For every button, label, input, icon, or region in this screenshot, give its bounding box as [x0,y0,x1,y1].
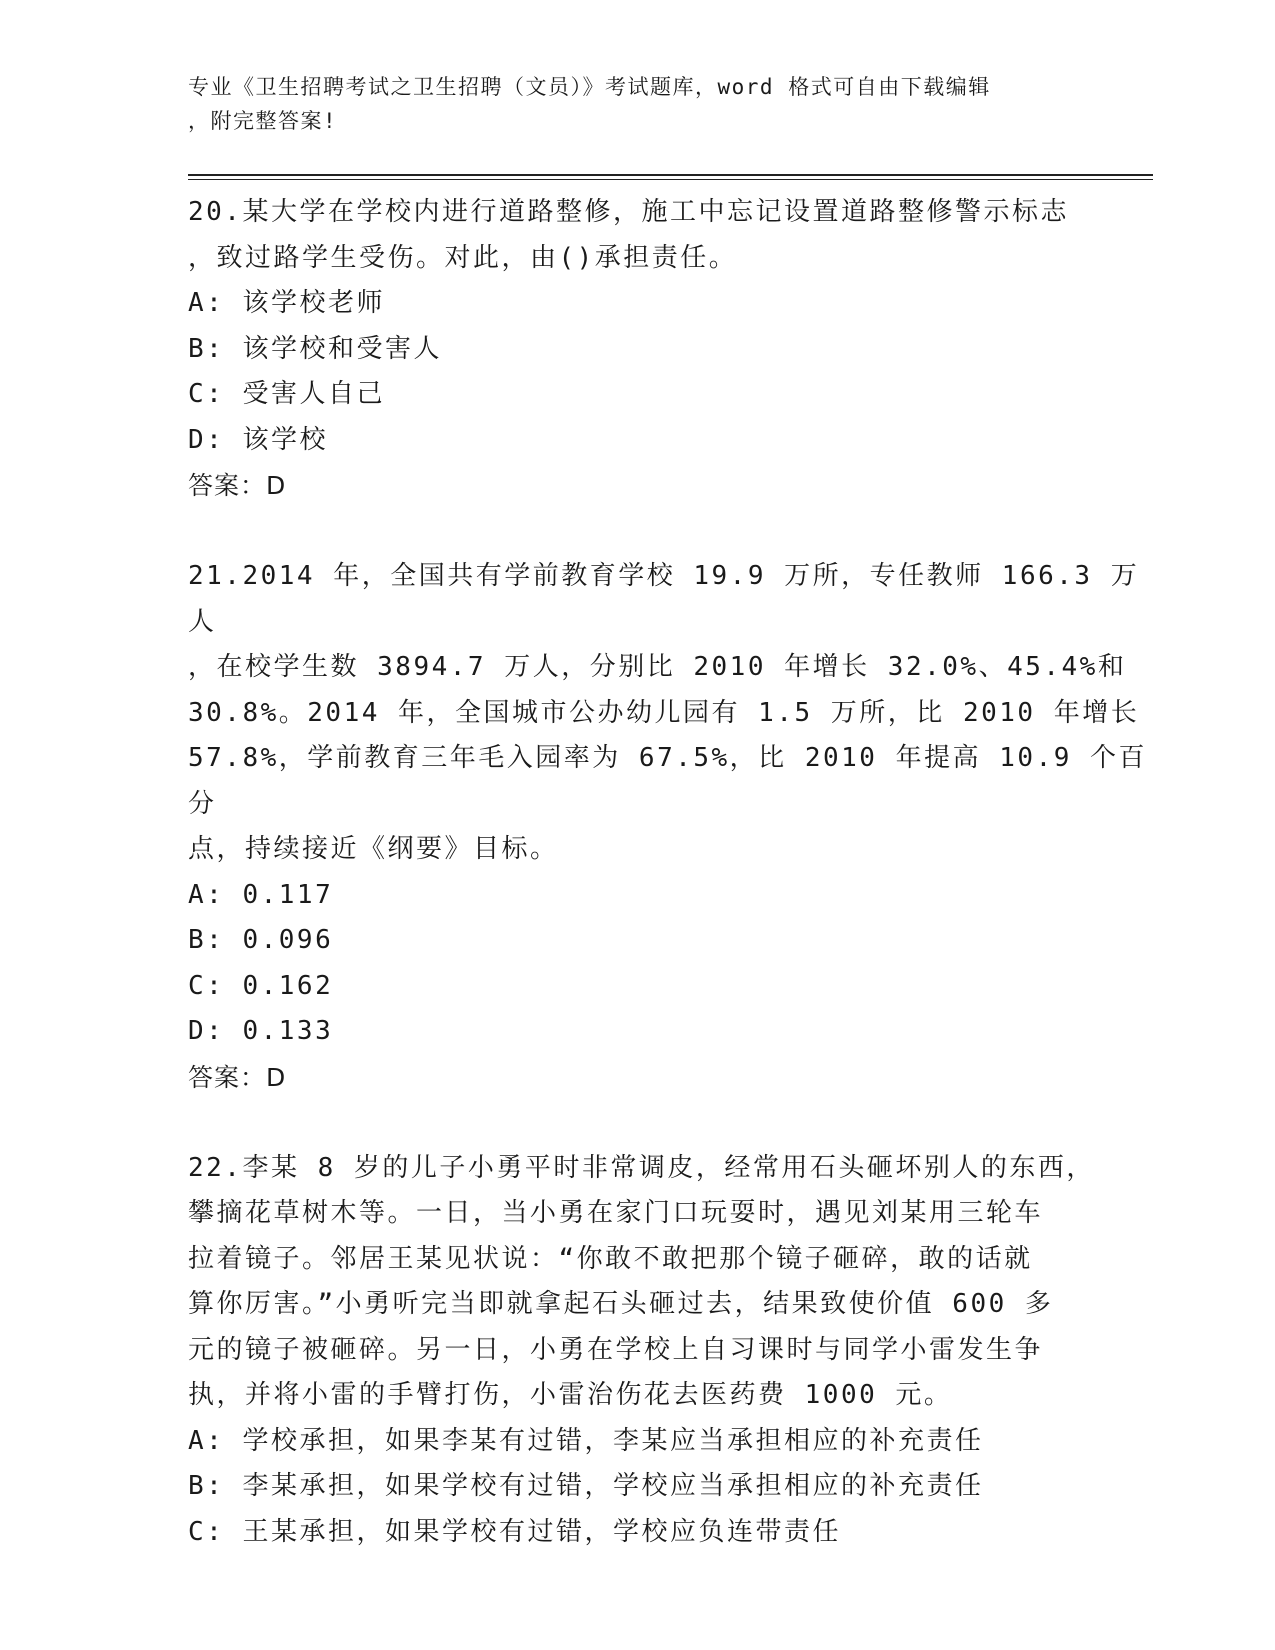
option-b: B: 李某承担，如果学校有过错，学校应当承担相应的补充责任 [188,1471,984,1501]
option-c: C: 0.162 [188,970,334,1001]
answer-line: 答案：D [188,471,287,500]
option-b: B: 0.096 [188,925,334,955]
question-stem: 20.某大学在学校内进行道路整修，施工中忘记设置道路整修警示标志 ，致过路学生受伤。对此，由()承担责任。 [188,197,1069,273]
option-c: C: 受害人自己 [188,379,385,409]
option-b: B: 该学校和受害人 [188,333,442,364]
option-a: A: 该学校老师 [188,288,385,318]
option-d: D: 该学校 [188,424,328,455]
option-d: D: 0.133 [188,1016,334,1046]
question-22 [188,1146,1153,1556]
question-21 [188,554,1153,1100]
document-page [188,70,1153,1601]
document-header: 专业《卫生招聘考试之卫生招聘（文员）》考试题库，word 格式可自由下载编辑 ，附完整答案! [188,75,991,133]
option-a: A: 0.117 [188,879,334,910]
answer-line: 答案：D [188,1062,287,1092]
question-list [188,190,1153,1555]
question-20 [188,190,1153,508]
option-a: A: 学校承担，如果李某有过错，李某应当承担相应的补充责任 [188,1425,984,1456]
question-stem: 22.李某 8 岁的儿子小勇平时非常调皮，经常用石头砸坏别人的东西， 攀摘花草树木等。一日，当小勇在家门口玩耍时，遇见刘某用三轮车 拉着镜子。邻居王某见状说：“你敢不敢把那个镜子砸碎，敢的话就 算你厉害。”小勇听完当即就拿起石头砸过去，结果致使价值 600 多 元的镜子被砸碎。另一日，小勇在学校上自习课时与同学小雷发生争 执，并将小雷的手臂打伤，小雷治伤花去医药费 1000 元。 [188,1152,1095,1410]
header-divider [188,174,1153,180]
option-c: C: 王某承担，如果学校有过错，学校应负连带责任 [188,1516,841,1547]
question-stem: 21.2014 年，全国共有学前教育学校 19.9 万所，专任教师 166.3 万人 ，在校学生数 3894.7 万人，分别比 2010 年增长 32.0%、45.4%和 30.8%。2014 年，全国城市公办幼儿园有 1.5 万所，比 2010 年增长 57.8%，学前教育三年毛入园率为 67.5%，比 2010 年提高 10.9 个百分 点，持续接近《纲要》目标。 [188,561,1148,864]
